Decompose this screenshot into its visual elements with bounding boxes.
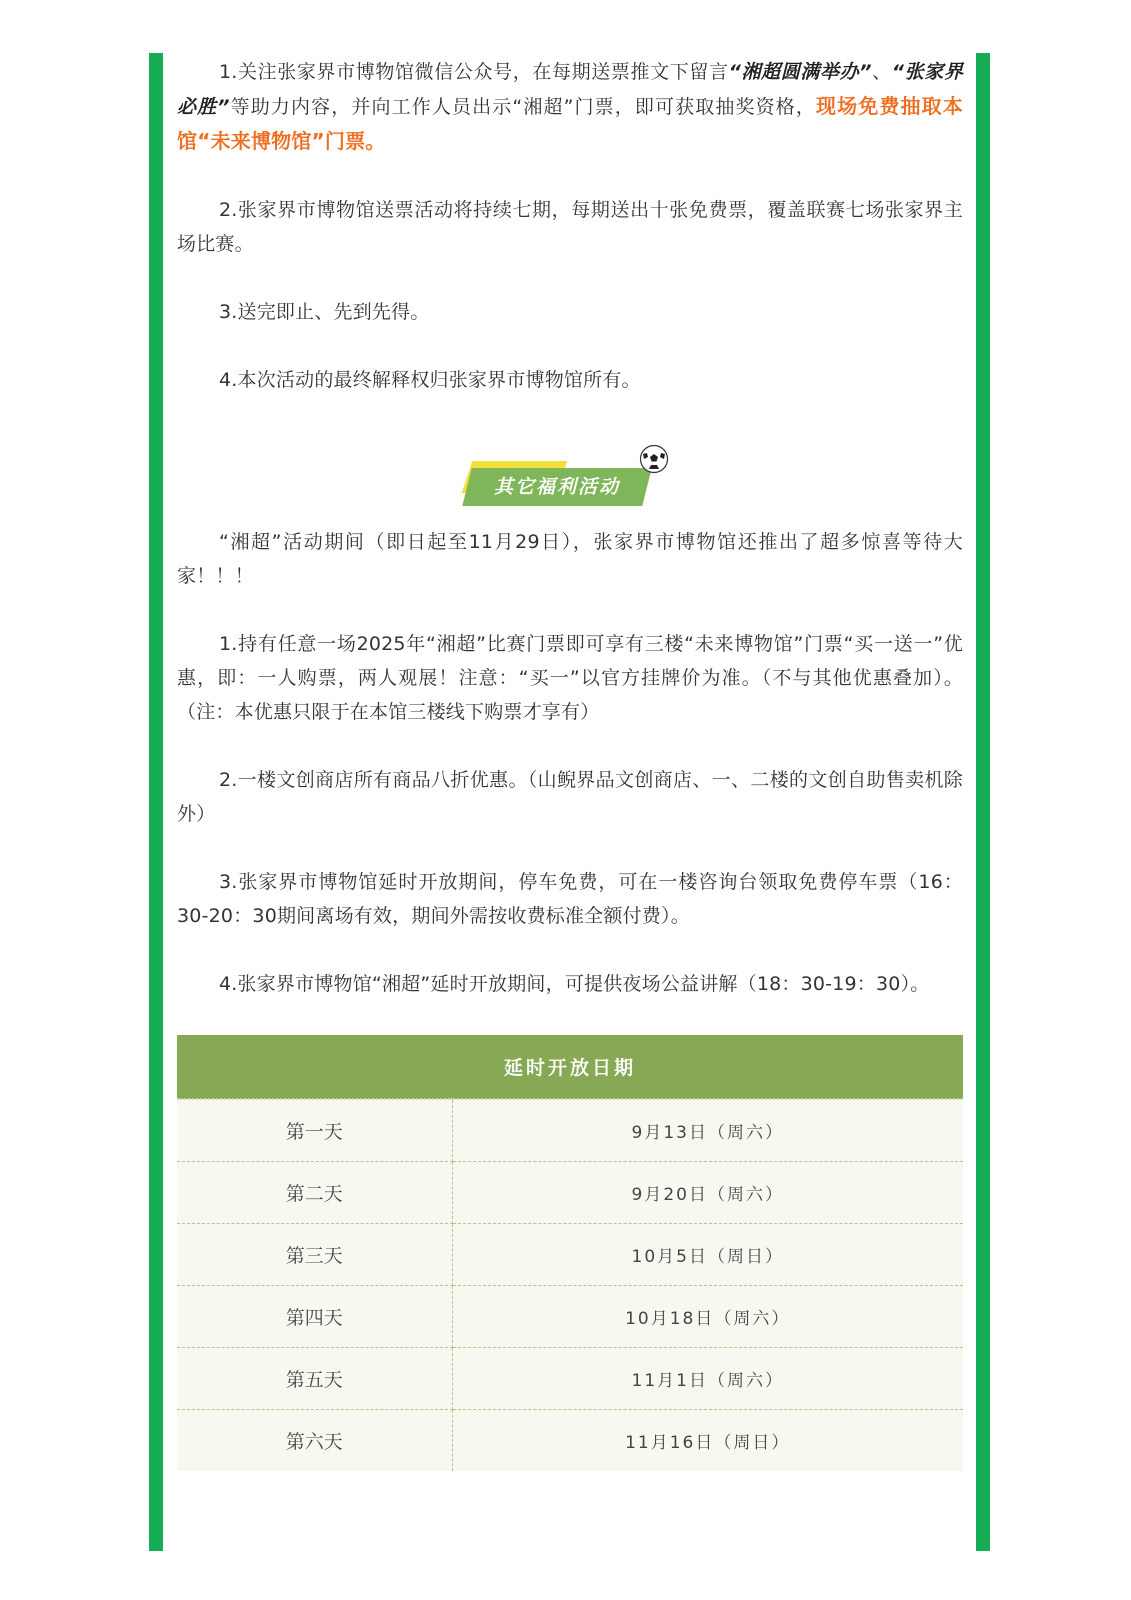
rule-item-4: 4.本次活动的最终解释权归张家界市博物馆所有。 — [219, 369, 641, 391]
rule-1-highlight: 现场免费抽取本馆“未来博物馆”门票。 — [177, 94, 963, 153]
separator: 、 — [871, 61, 892, 83]
rule-item-2: 2.张家界市博物馆送票活动将持续七期，每期送出十张免费票，覆盖联赛七场张家界主场比赛。 — [177, 199, 963, 255]
benefit-item-1: 1.持有任意一场2025年“湘超”比赛门票即可享有三楼“未来博物馆”门票“买一送一”优惠，即：一人购票，两人观展！注意：“买一”以官方挂牌价为准。（不与其他优惠叠加）。（注：本优惠只限于在本馆三楼线下购票才享有） — [177, 633, 963, 723]
date-cell: 9月13日（周六） — [452, 1099, 963, 1161]
date-cell: 10月5日（周日） — [452, 1223, 963, 1285]
date-cell: 11月16日（周日） — [452, 1409, 963, 1471]
day-cell: 第二天 — [177, 1161, 452, 1223]
date-cell: 11月1日（周六） — [452, 1347, 963, 1409]
table-row — [177, 1285, 963, 1347]
table-row — [177, 1099, 963, 1161]
benefits-intro: “湘超”活动期间（即日起至11月29日），张家界市博物馆还推出了超多惊喜等待大家！！！ — [177, 531, 963, 587]
extended-hours-table — [177, 1035, 963, 1471]
table-row — [177, 1161, 963, 1223]
rule-1-middle: 等助力内容，并向工作人员出示“湘超”门票，即可获取抽奖资格， — [229, 96, 817, 118]
soccer-ball-icon — [639, 444, 669, 474]
day-cell: 第五天 — [177, 1347, 452, 1409]
section-banner — [177, 441, 963, 519]
day-cell: 第六天 — [177, 1409, 452, 1471]
date-cell: 9月20日（周六） — [452, 1161, 963, 1223]
table-row — [177, 1223, 963, 1285]
rule-1-text: 1.关注张家界市博物馆微信公众号，在每期送票推文下留言 — [219, 61, 729, 83]
quote-zhangjiajie: “张家界必胜” — [177, 61, 964, 118]
quote-xiangchao: “湘超圆满举办” — [728, 61, 872, 83]
table-header: 延时开放日期 — [177, 1035, 963, 1099]
right-green-rail — [976, 53, 990, 1551]
benefit-item-3: 3.张家界市博物馆延时开放期间，停车免费，可在一楼咨询台领取免费停车票（16：30-20：30期间离场有效，期间外需按收费标准全额付费）。 — [177, 871, 963, 927]
table-row — [177, 1409, 963, 1471]
table-row — [177, 1347, 963, 1409]
date-cell: 10月18日（周六） — [452, 1285, 963, 1347]
article-content — [177, 55, 963, 1471]
rule-item-3: 3.送完即止、先到先得。 — [219, 301, 430, 323]
rule-item-1 — [177, 55, 963, 159]
banner-title: 其它福利活动 — [493, 476, 620, 498]
day-cell: 第四天 — [177, 1285, 452, 1347]
left-green-rail — [149, 53, 163, 1551]
day-cell: 第一天 — [177, 1099, 452, 1161]
benefit-item-2: 2.一楼文创商店所有商品八折优惠。（山鲵界品文创商店、一、二楼的文创自助售卖机除外） — [177, 769, 963, 825]
benefit-item-4: 4.张家界市博物馆“湘超”延时开放期间，可提供夜场公益讲解（18：30-19：30）。 — [219, 973, 930, 995]
day-cell: 第三天 — [177, 1223, 452, 1285]
